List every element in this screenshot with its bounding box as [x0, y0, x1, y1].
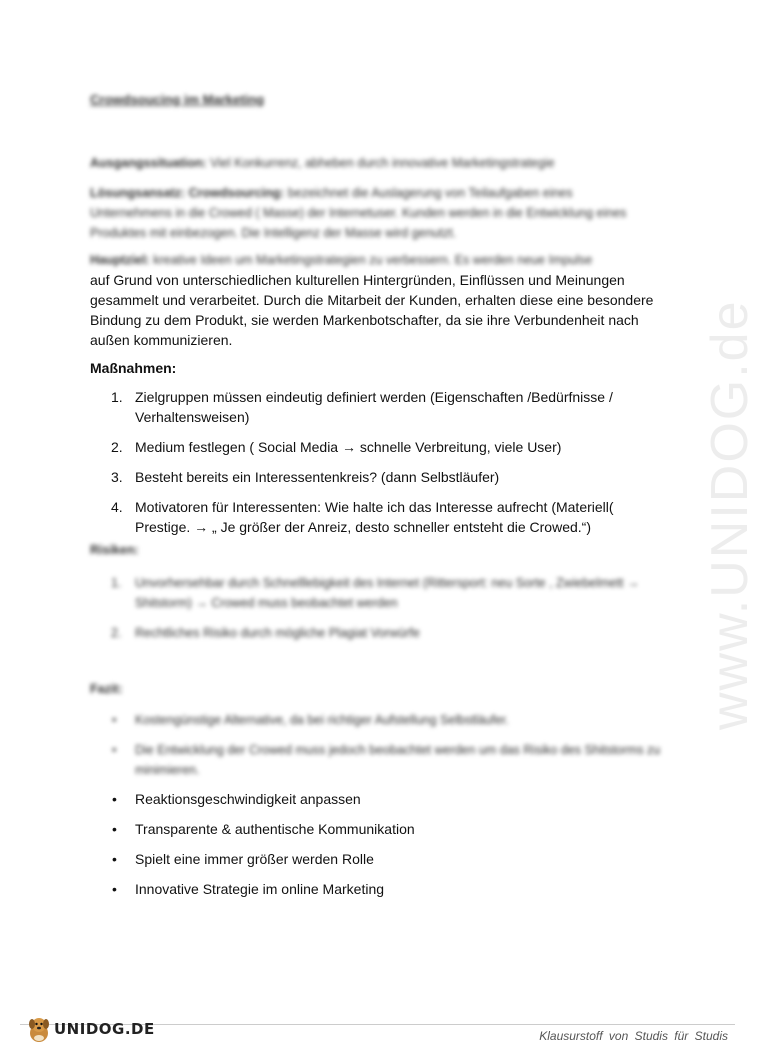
list-item: • Transparente & authentische Kommunikation — [112, 821, 415, 837]
list-item: • Spielt eine immer größer werden Rolle — [112, 851, 374, 867]
label-ausgangssituation: Ausgangssituation: — [90, 156, 207, 170]
list-item: 3. Besteht bereits ein Interessentenkreis? (dann Selbstläufer) — [111, 469, 500, 485]
paragraph-ausgangssituation — [90, 153, 655, 173]
list-fazit — [90, 789, 670, 899]
list-item: 2. Medium festlegen ( Social Media → schnelle Verbreitung, viele User) — [111, 439, 562, 455]
list-item: 1. Unvorhersehbar durch Schnelllebigkeit des Internet (Rittersport: neu Sorte , Zwiebelmett → Shitstorm) → Crowed muss beobachtet werden — [111, 576, 640, 610]
logo-text: UNIDOG.DE — [54, 1020, 155, 1038]
document-title: Crowdsoucing im Marketing — [90, 92, 265, 107]
dog-icon — [26, 1014, 52, 1044]
paragraph-hauptziel: auf Grund von unterschiedlichen kulturellen Hintergründen, Einflüssen und Meinungen gesammelt und verarbeitet. Durch die Mitarbeit der Kunden, erhalten diese eine besondere Bindung zu dem Produkt, sie werden Markenbotschafter, da sie ihre Verbundenheit nach außen kommunizieren. — [90, 272, 654, 348]
heading-risiken: Risiken: — [90, 543, 139, 557]
list-item: • Innovative Strategie im online Marketing — [112, 881, 385, 897]
list-item: • Die Entwicklung der Crowed muss jedoch beobachtet werden um das Risiko des Shitstorms zu minimieren. — [112, 743, 661, 777]
footer-slogan: Klausurstoff von Studis für Studis — [539, 1029, 728, 1043]
text-loesungsansatz: bezeichnet die Auslagerung von Teilaufgaben eines Unternehmens in die Crowed ( Masse) der Internetuser. Kunden werden in die Entwicklung eines Produktes mit einbezogen. Die Intelligenz der Masse wird genutzt. — [90, 186, 627, 240]
list-item: 2. Rechtliches Risiko durch mögliche Plagiat Vorwürfe — [111, 626, 420, 640]
list-item: 4. Motivatoren für Interessenten: Wie halte ich das Interesse aufrecht (Materiell( Prestige. → „ Je größer der Anreiz, desto schneller entsteht die Crowed.“) — [111, 499, 614, 535]
watermark: www.UNIDOG.de — [701, 299, 759, 730]
unidog-logo[interactable] — [26, 1014, 155, 1044]
list-item: 1. Zielgruppen müssen eindeutig definiert werden (Eigenschaften /Bedürfnisse / Verhaltensweisen) — [111, 389, 613, 425]
list-massnahmen — [90, 387, 670, 537]
text-ausgangssituation: Viel Konkurrenz, abheben durch innovative Marketingstrategie — [206, 156, 555, 170]
heading-massnahmen: Maßnahmen: — [90, 360, 177, 376]
list-risiken — [90, 573, 670, 643]
text-hauptziel: kreative Ideen um Marketingstrategien zu verbessern. Es werden neue Impulse — [149, 253, 593, 267]
list-item: • Kostengünstige Alternative, da bei richtiger Aufstellung Selbstläufer. — [112, 713, 509, 727]
paragraph-hauptziel-blurred — [90, 250, 655, 270]
label-hauptziel: Hauptziel: — [90, 253, 150, 267]
paragraph-loesungsansatz — [90, 183, 655, 243]
list-item: • Reaktionsgeschwindigkeit anpassen — [112, 791, 361, 807]
heading-fazit: Fazit: — [90, 682, 123, 696]
list-fazit-blurred — [90, 710, 670, 780]
label-loesungsansatz: Lösungsansatz: Crowdsourcing: — [90, 186, 285, 200]
